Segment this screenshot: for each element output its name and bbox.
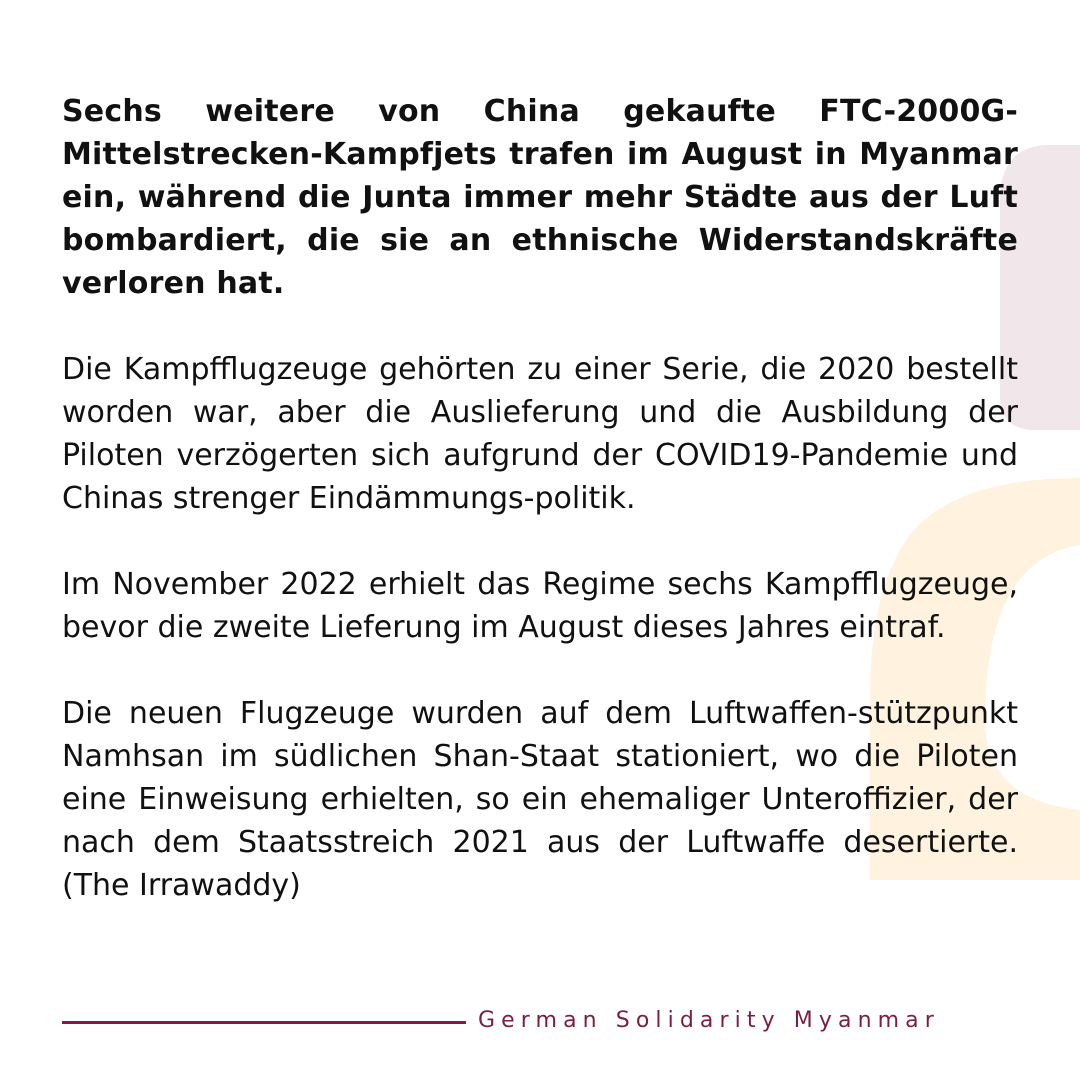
article-body [62,90,1018,907]
lead-paragraph: Sechs weitere von China gekaufte FTC-2000G-Mittelstrecken-Kampfjets trafen im August in Myanmar ein, während die Junta immer mehr Städte aus der Luft bombardiert, die sie an ethnische Widerstandskräfte verloren hat. [62,94,1018,301]
body-paragraph-1: Die Kampfflugzeuge gehörten zu einer Serie, die 2020 bestellt worden war, aber die Auslieferung und die Ausbildung der Piloten verzögerten sich aufgrund der COVID19-Pandemie und Chinas strenger Eindämmungs-politik. [62,352,1018,516]
footer-brand-name: German Solidarity Myanmar [478,1008,940,1033]
body-paragraph-3: Die neuen Flugzeuge wurden auf dem Luftwaffen-stützpunkt Namhsan im südlichen Shan-Staat stationiert, wo die Piloten eine Einweisung erhielten, so ein ehemaliger Unteroffizier, der nach dem Staatsstreich 2021 aus der Luftwaffe desertierte. (The Irrawaddy) [62,696,1018,903]
body-paragraph-2: Im November 2022 erhielt das Regime sechs Kampfflugzeuge, bevor die zweite Lieferung im August dieses Jahres eintraf. [62,567,1018,645]
footer-divider [62,1021,466,1024]
